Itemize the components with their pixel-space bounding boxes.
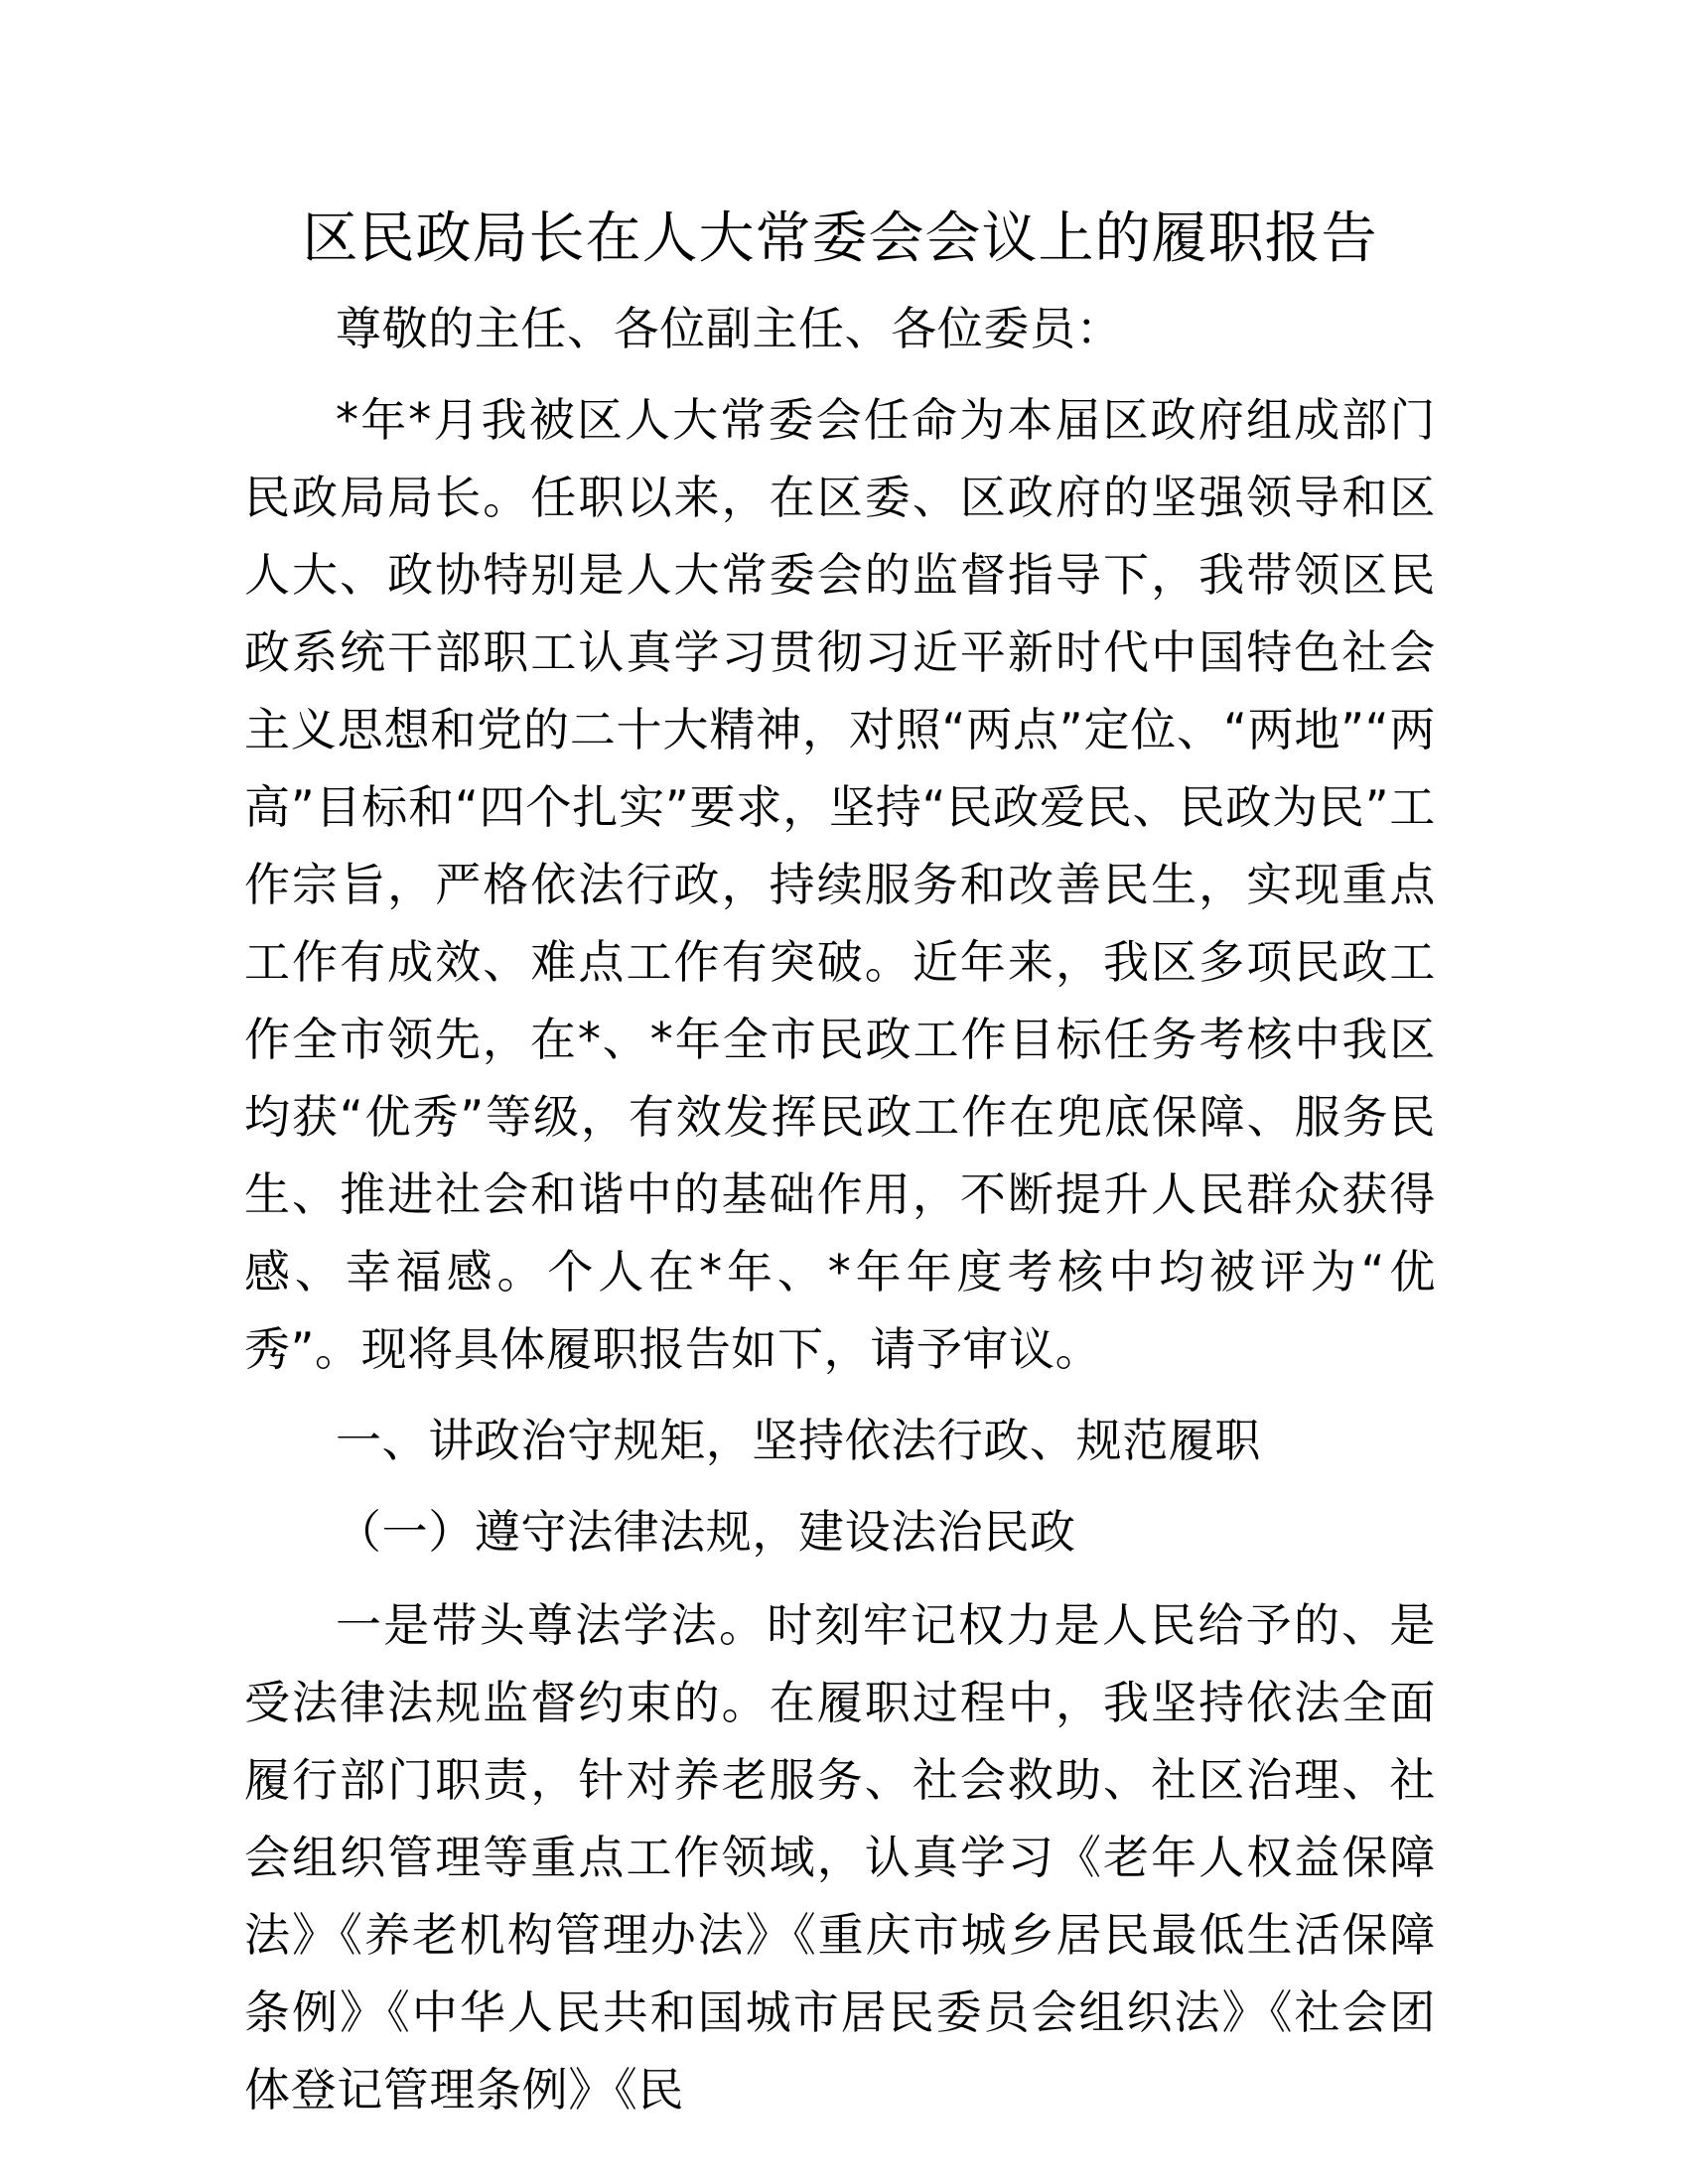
- section-heading-1: 一、讲政治守规矩，坚持依法行政、规范履职: [336, 1414, 1261, 1467]
- body-paragraph-1: *年*月我被区人大常委会任命为本届区政府组成部门民政局局长。任职以来，在区委、区政府的坚强领导和区人大、政协特别是人大常委会的监督指导下，我带领区民政系统干部职工认真学习贯彻习近平新时代中国特色社会主义思想和党的二十大精神，对照“两点”定位、“两地”“两高”目标和“四个扎实”要求，坚持“民政爱民、民政为民”工作宗旨，严格依法行政，持续服务和改善民生，实现重点工作有成效、难点工作有突破。近年来，我区多项民政工作全市领先，在*、*年全市民政工作目标任务考核中我区均获“优秀”等级，有效发挥民政工作在兜底保障、服务民生、推进社会和谐中的基础作用，不断提升人民群众获得感、幸福感。个人在*年、*年年度考核中均被评为“优秀”。现将具体履职报告如下，请予审议。: [244, 393, 1436, 1376]
- subsection-heading-1-1: （一）遵守法律法规，建设法治民政: [336, 1505, 1076, 1559]
- document-page: [244, 195, 1436, 2128]
- salutation: 尊敬的主任、各位副主任、各位委员：: [336, 302, 1123, 355]
- body-paragraph-2: 一是带头尊法学法。时刻牢记权力是人民给予的、是受法律法规监督约束的。在履职过程中，我坚持依法全面履行部门职责，针对养老服务、社会救助、社区治理、社会组织管理等重点工作领域，认真学习《老年人权益保障法》《养老机构管理办法》《重庆市城乡居民最低生活保障条例》《中华人民共和国城市居民委员会组织法》《社会团体登记管理条例》《民: [244, 1598, 1436, 2116]
- document-title: 区民政局长在人大常委会会议上的履职报告: [302, 206, 1378, 271]
